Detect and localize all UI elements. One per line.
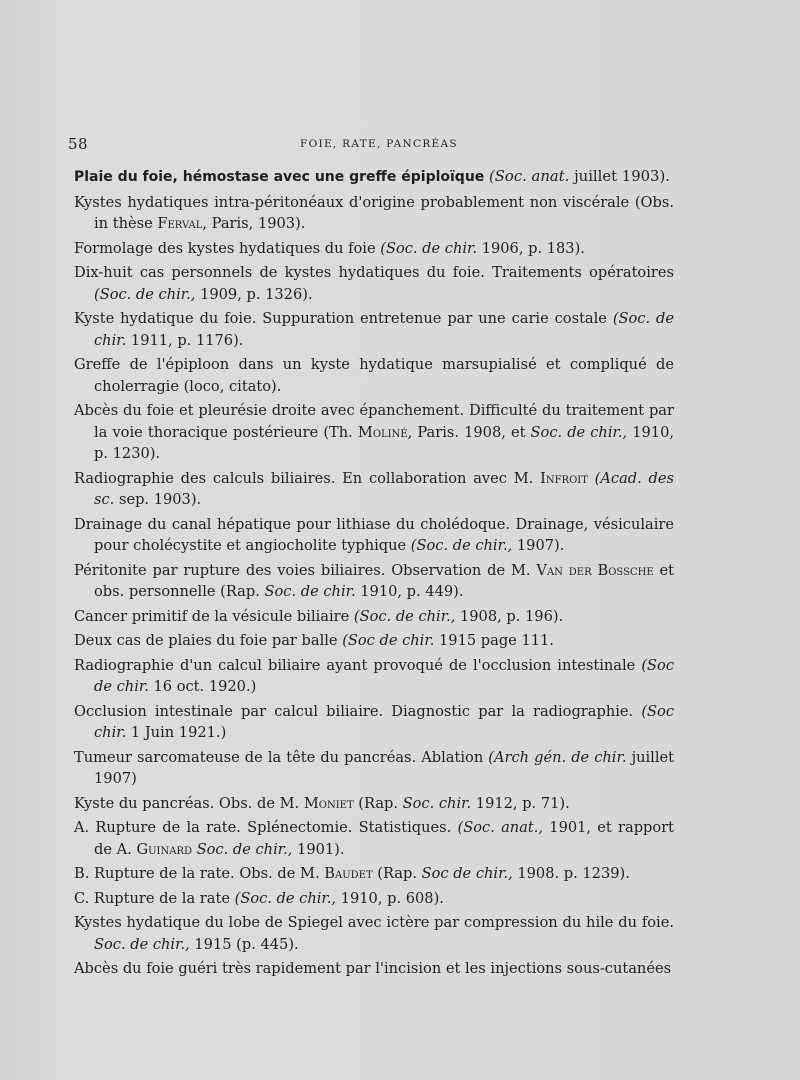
entry-text: Abcès du foie et pleurésie droite avec épanchement. Difficulté du traitement par la voie thoracique postérieure (Th.: [74, 402, 674, 441]
bibliography-entry: [74, 701, 674, 744]
entry-journal: (Arch gén. de chir.: [488, 748, 627, 766]
entry-author: Infroit: [540, 469, 588, 487]
entry-journal: (Soc. anat.: [489, 168, 570, 185]
entry-text: juillet 1903).: [574, 168, 670, 185]
entry-journal: (Soc de chir.: [94, 656, 675, 695]
entry-text: 1901).: [297, 840, 345, 858]
page-header: [68, 130, 708, 154]
bibliography-entry: [74, 166, 674, 189]
entry-journal: Soc de chir.,: [421, 865, 513, 882]
entry-journal: Soc. de chir.,: [94, 935, 190, 953]
entry-journal: (Soc de chir.: [342, 632, 435, 649]
bibliography-entry: [74, 354, 674, 397]
entry-text: Kyste hydatique du foie. Suppuration entretenue par une carie costale: [74, 310, 607, 327]
bibliography-entry: [74, 192, 674, 235]
entry-text: 1915 (p. 445).: [194, 935, 299, 953]
entry-author: Baudet: [324, 865, 373, 882]
bibliography-entry: [74, 308, 674, 351]
running-title: FOIE, RATE, PANCRÉAS: [300, 138, 458, 150]
entry-author: Van der Bossche: [536, 561, 654, 579]
bibliography-entry: [74, 560, 674, 603]
bibliography-entry: [74, 400, 674, 465]
bibliography-entry: [74, 863, 674, 885]
entry-journal: Soc. de chir.: [264, 583, 356, 600]
bibliography-entry: [74, 793, 674, 815]
entry-text: Occlusion intestinale par calcul biliaire. Diagnostic par la radiographie.: [74, 702, 634, 720]
entry-author: Moniet: [303, 794, 354, 812]
entry-text: 1908. p. 1239).: [517, 865, 630, 882]
entry-journal: (Soc. de chir.: [94, 310, 674, 349]
entry-journal: Soc. chir.: [402, 794, 472, 812]
entry-text: sep. 1903).: [118, 491, 202, 508]
bibliography-entry: [74, 238, 674, 260]
bibliography-entry: [74, 606, 674, 628]
entry-text: 1912, p. 71).: [475, 794, 570, 812]
entry-journal: (Soc chir.: [94, 702, 674, 741]
entry-text: 1910, p. 1230).: [94, 423, 674, 462]
entry-author: Guinard: [136, 840, 192, 858]
page-number: 58: [68, 135, 89, 153]
bibliography-entry: [74, 514, 674, 557]
entry-text: 1 Juin 1921.): [130, 724, 227, 741]
entry-journal: Soc. de chir.,: [196, 840, 293, 858]
entry-journal: (Soc. de chir.,: [353, 607, 456, 625]
bibliography-list: [74, 166, 674, 983]
entry-journal: Soc. de chir.,: [530, 423, 628, 441]
entry-text: juillet 1907): [94, 748, 674, 787]
entry-text: Tumeur sarcomateuse de la tête du pancréas. Ablation: [74, 748, 484, 766]
entry-text: 1910, p. 608).: [340, 889, 444, 907]
entry-author: Ferval,: [157, 215, 208, 232]
entry-text: 1908, p. 196).: [459, 607, 564, 625]
bibliography-entry: [74, 912, 674, 955]
entry-text: Péritonite par rupture des voies biliaires. Observation de M.: [74, 561, 531, 579]
entry-text: Paris, 1903).: [211, 215, 306, 232]
bibliography-entry: [74, 747, 674, 790]
entry-text: Radiographie d'un calcul biliaire ayant provoqué de l'occlusion intestinale: [74, 656, 636, 674]
entry-journal: (Soc. de chir.,: [234, 889, 337, 907]
entry-text: 16 oct. 1920.): [153, 678, 257, 695]
entry-text: Formolage des kystes hydatiques du foie: [74, 239, 376, 257]
entry-text: 1909, p. 1326).: [200, 285, 313, 303]
entry-text: Drainage du canal hépatique pour lithiase du cholédoque. Drainage, vésiculaire pour cholécystite et angiocholite typhique: [74, 515, 674, 554]
bibliography-entry: [74, 468, 674, 511]
entry-journal: (Soc. anat.,: [457, 819, 544, 836]
bibliography-entry: [74, 958, 674, 980]
entry-text: (Rap.: [377, 865, 417, 882]
bibliography-entry: [74, 655, 674, 698]
entry-journal: (Acad. des sc.: [94, 469, 674, 508]
entry-journal: (Soc. de chir.: [380, 239, 478, 257]
entry-text: A. Rupture de la rate. Splénectomie. Statistiques.: [74, 819, 452, 836]
entry-journal: (Soc. de chir.,: [410, 537, 513, 554]
entry-text: Deux cas de plaies du foie par balle: [74, 632, 338, 649]
entry-text: (Rap.: [358, 794, 398, 812]
bibliography-entry: [74, 817, 674, 860]
entry-title-bold: Plaie du foie, hémostase avec une greffe épiploïque: [74, 169, 485, 185]
entry-text: 1901, et rapport de A.: [94, 819, 675, 858]
bibliography-entry: [74, 630, 674, 652]
entry-text: Paris. 1908, et: [417, 423, 526, 441]
entry-text: B. Rupture de la rate. Obs. de M.: [74, 865, 320, 882]
entry-text: 1907).: [516, 537, 565, 554]
entry-text: Kystes hydatiques intra-péritonéaux d'origine probablement non viscérale (Obs. in thèse: [74, 193, 674, 232]
entry-text: Kyste du pancréas. Obs. de M.: [74, 794, 300, 812]
bibliography-entry: [74, 262, 674, 305]
entry-text: Abcès du foie guéri très rapidement par l'incision et les injections sous-cutanées: [74, 960, 672, 977]
bibliography-entry: [74, 888, 674, 910]
entry-text: 1911, p. 1176).: [130, 331, 244, 349]
entry-text: 1906, p. 183).: [481, 239, 585, 257]
entry-text: Kystes hydatique du lobe de Spiegel avec ictère par compression du hile du foie.: [74, 914, 674, 931]
entry-text: Greffe de l'épiploon dans un kyste hydatique marsupialisé et compliqué de cholerragie (loco, citato).: [74, 356, 674, 395]
entry-text: 1915 page 111.: [439, 632, 554, 649]
entry-author: Moliné,: [357, 423, 413, 441]
entry-text: Dix-huit cas personnels de kystes hydatiques du foie. Traitements opératoires: [74, 264, 674, 281]
entry-text: Cancer primitif de la vésicule biliaire: [74, 607, 350, 625]
entry-text: C. Rupture de la rate: [74, 889, 230, 907]
entry-text: et obs. personnelle (Rap.: [94, 561, 675, 600]
entry-journal: (Soc. de chir.,: [94, 285, 196, 303]
entry-text: 1910, p. 449).: [360, 583, 464, 600]
entry-text: Radiographie des calculs biliaires. En collaboration avec M.: [74, 469, 534, 487]
